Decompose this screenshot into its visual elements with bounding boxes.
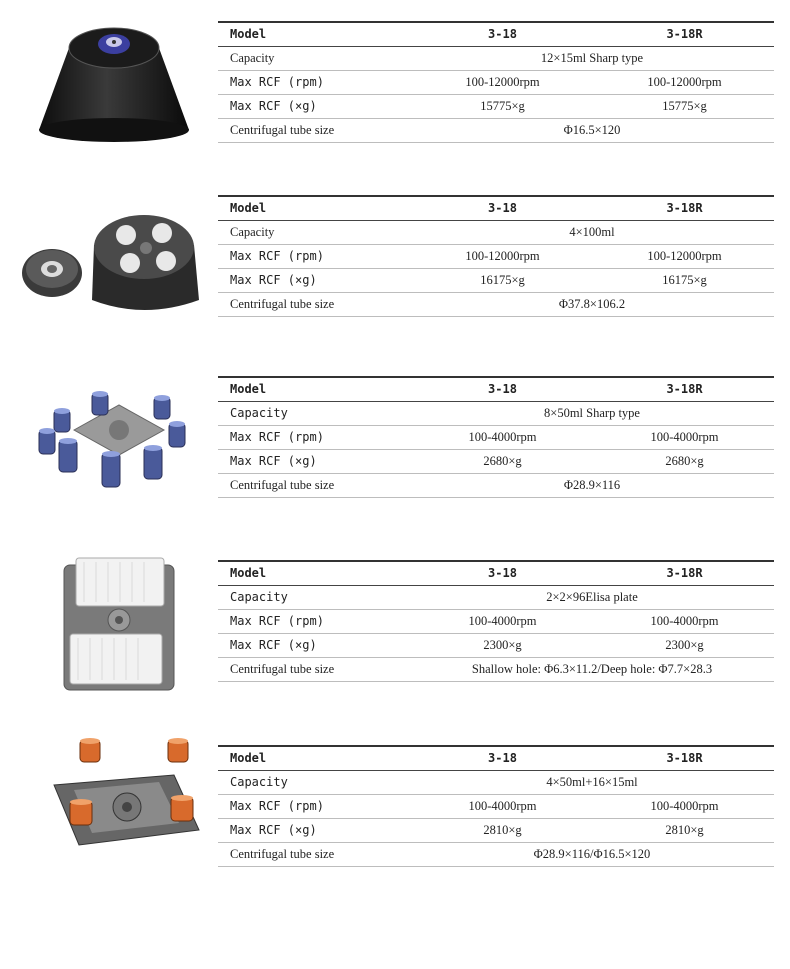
header-col2: 3-18R xyxy=(595,22,774,46)
header-model: Model xyxy=(218,22,410,46)
rpm-value-1: 100-12000rpm xyxy=(410,70,595,94)
header-col1: 3-18 xyxy=(410,196,595,220)
xg-value-1: 2300×g xyxy=(410,633,595,657)
xg-value-2: 2680×g xyxy=(595,449,774,473)
header-col1: 3-18 xyxy=(410,561,595,585)
angle-rotor-4x100-icon xyxy=(14,205,214,345)
label-capacity: Capacity xyxy=(218,401,410,425)
label-capacity: Capacity xyxy=(218,585,410,609)
header-col1: 3-18 xyxy=(410,22,595,46)
capacity-value: 4×100ml xyxy=(410,220,774,244)
rpm-value-2: 100-12000rpm xyxy=(595,244,774,268)
header-col2: 3-18R xyxy=(595,561,774,585)
label-capacity: Capacity xyxy=(218,46,410,70)
label-max-rpm: Max RCF (rpm) xyxy=(218,70,410,94)
label-capacity: Capacity xyxy=(218,220,410,244)
label-capacity: Capacity xyxy=(218,770,410,794)
rpm-value-2: 100-4000rpm xyxy=(595,609,774,633)
label-max-rpm: Max RCF (rpm) xyxy=(218,244,410,268)
rpm-value-1: 100-4000rpm xyxy=(410,794,595,818)
header-model: Model xyxy=(218,561,410,585)
label-max-rpm: Max RCF (rpm) xyxy=(218,794,410,818)
tube-size-value: Shallow hole: Φ6.3×11.2/Deep hole: Φ7.7×28.3 xyxy=(410,657,774,681)
angle-rotor-black-icon xyxy=(14,8,214,148)
xg-value-1: 2810×g xyxy=(410,818,595,842)
label-tube-size: Centrifugal tube size xyxy=(218,118,410,142)
label-max-xg: Max RCF (×g) xyxy=(218,818,410,842)
label-tube-size: Centrifugal tube size xyxy=(218,842,410,866)
spec-table-3 xyxy=(218,376,774,498)
rpm-value-2: 100-12000rpm xyxy=(595,70,774,94)
header-model: Model xyxy=(218,746,410,770)
tube-size-value: Φ37.8×106.2 xyxy=(410,292,774,316)
xg-value-1: 16175×g xyxy=(410,268,595,292)
label-tube-size: Centrifugal tube size xyxy=(218,473,410,497)
label-max-rpm: Max RCF (rpm) xyxy=(218,425,410,449)
label-tube-size: Centrifugal tube size xyxy=(218,657,410,681)
label-max-xg: Max RCF (×g) xyxy=(218,633,410,657)
rpm-value-2: 100-4000rpm xyxy=(595,425,774,449)
label-max-xg: Max RCF (×g) xyxy=(218,449,410,473)
spec-table-1 xyxy=(218,21,774,143)
xg-value-2: 2300×g xyxy=(595,633,774,657)
capacity-value: 2×2×96Elisa plate xyxy=(410,585,774,609)
label-tube-size: Centrifugal tube size xyxy=(218,292,410,316)
capacity-value: 4×50ml+16×15ml xyxy=(410,770,774,794)
header-col1: 3-18 xyxy=(410,746,595,770)
rpm-value-2: 100-4000rpm xyxy=(595,794,774,818)
elisa-plate-rotor-icon xyxy=(14,550,214,690)
header-col1: 3-18 xyxy=(410,377,595,401)
xg-value-2: 15775×g xyxy=(595,94,774,118)
xg-value-2: 2810×g xyxy=(595,818,774,842)
rpm-value-1: 100-12000rpm xyxy=(410,244,595,268)
spec-table-5 xyxy=(218,745,774,867)
xg-value-1: 15775×g xyxy=(410,94,595,118)
label-max-rpm: Max RCF (rpm) xyxy=(218,609,410,633)
swing-rotor-4-buckets-icon xyxy=(14,735,214,875)
spec-table-2 xyxy=(218,195,774,317)
label-max-xg: Max RCF (×g) xyxy=(218,268,410,292)
label-max-xg: Max RCF (×g) xyxy=(218,94,410,118)
header-col2: 3-18R xyxy=(595,746,774,770)
spec-table-4 xyxy=(218,560,774,682)
tube-size-value: Φ16.5×120 xyxy=(410,118,774,142)
capacity-value: 8×50ml Sharp type xyxy=(410,401,774,425)
header-col2: 3-18R xyxy=(595,196,774,220)
header-col2: 3-18R xyxy=(595,377,774,401)
tube-size-value: Φ28.9×116 xyxy=(410,473,774,497)
swing-rotor-8-buckets-icon xyxy=(14,385,214,525)
xg-value-2: 16175×g xyxy=(595,268,774,292)
capacity-value: 12×15ml Sharp type xyxy=(410,46,774,70)
header-model: Model xyxy=(218,196,410,220)
tube-size-value: Φ28.9×116/Φ16.5×120 xyxy=(410,842,774,866)
rpm-value-1: 100-4000rpm xyxy=(410,609,595,633)
xg-value-1: 2680×g xyxy=(410,449,595,473)
header-model: Model xyxy=(218,377,410,401)
rpm-value-1: 100-4000rpm xyxy=(410,425,595,449)
